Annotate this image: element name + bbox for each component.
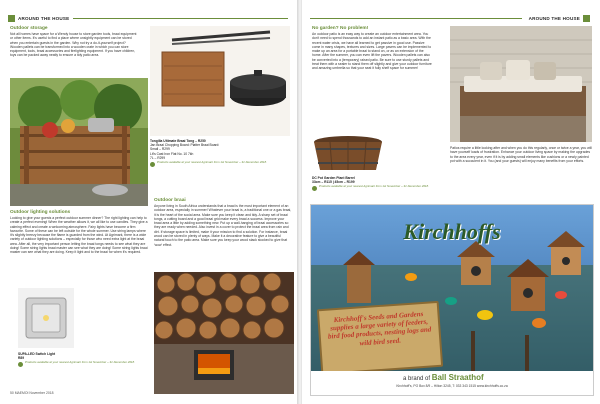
plant-barrel-caption [312, 176, 432, 191]
patio-care-body: Patios require a little looking after and when you do this regularly, once or twice a year, you will have yourself loads of frustration. Enhance your outdoor living space by making the upgrades to the area every year, even if it is by adding small elements like cushions or a newly painted pot with a succulent in it. You (and your guests) will enjoy many benefits from your efforts. [450, 146, 592, 163]
left-section-header [8, 14, 288, 22]
parent-brand-logo: Ball Straathof [431, 373, 484, 382]
barrel-note [312, 185, 432, 191]
braai-products-caption [150, 139, 290, 167]
kirchhoffs-sign-board [317, 301, 443, 375]
barrel-price: 33cm – R115 | 45cm – R199 [312, 180, 355, 185]
kirchhoffs-advert[interactable] [310, 204, 594, 396]
pot-price: 7L – R299 [150, 155, 166, 160]
switch-light-price: R89 [18, 356, 25, 361]
header-rule [310, 18, 522, 19]
plant-barrel-photo [308, 134, 388, 174]
agrimark-leaf-icon [18, 362, 23, 367]
switch-light-note [18, 361, 148, 367]
outdoor-lighting-body: Looking to give your guests a perfect outdoor summer dinner? The right lighting can help to create a perfect evening! When the weather allows it, we all like to use candles. They give a calming effect and create a welcoming atmosphere. Fairy lights have become a firm favourite. Some of these can be left outside for the whole summer. Use string lamps where it's slightly breezy because the flame is guarded from the wind. At Agrimark, there is a wide variety of outdoor lighting solutions – especially for those who need extra light at the braai area. After all, the very important person letting the braai tongs needs to see what they are doing! Some string lights braai master can see what they are doing! Some string lights braai master can see what they are doing. Keep it light and to the braai for when it's required. [10, 216, 148, 255]
right-section-header [310, 14, 590, 22]
kirchhoffs-logo: Kirchhoffs [403, 219, 501, 244]
switch-light-note-text: Products available at your nearest Agrimark from 1st November – 31 December 2018. [25, 360, 135, 365]
switch-light-caption [18, 352, 148, 367]
board-caption: Jan Braai Chopping Board: Platter Braai Board: [150, 143, 220, 148]
firewood-photo [154, 272, 294, 394]
left-page [0, 0, 298, 404]
brand-of-label: a brand of [403, 376, 431, 382]
kirchhoffs-slogan: Kirchhoff's Seeds and Gardens supplies a large variety of feeders, bird food products, nesting logs and wild bird seed. [327, 309, 432, 348]
outdoor-braai-article [154, 198, 292, 247]
switch-light-title: SUPA-LED Switch Light [18, 352, 56, 356]
pot-caption: Lit's Cast Iron Flat No. 10 7kh [150, 151, 194, 156]
outdoor-lighting-article [10, 210, 148, 255]
no-garden-article [312, 26, 432, 71]
no-garden-body: An outdoor patio is an easy way to create an outdoor entertainment area. You don't need to spend thousands to add an instant patio as a basic area. With the recent water crisis, we have all learned to get passive in good use. Passive come in many shapes, textures and sizes. Large pavers can be implemented to make up an area for a portable braai to stand on, or as an extension of the home. After the summer, you can even lift the pavers. Wooden pallets can also be converted into a (temporary) raised patio. Be sure to use sturdy pallets and treat them with a sealer to stand them off slightly and give your outdoor furniture and amazing umbrella so that your seat it fully shelf space for summer! [312, 32, 432, 71]
advert-footer-bar [311, 371, 593, 395]
section-label: AROUND THE HOUSE [18, 15, 70, 21]
agrimark-leaf-icon [150, 162, 155, 167]
braai-products-photo [150, 26, 290, 136]
brand-of-line [403, 373, 484, 382]
outdoor-braai-body: Anyone living in South Africa understands that a braai is the most important element of an outdoor area, especially in summer! Whatever your braai is, a traditional one or a gas braai, it is the heart of the social area. Make sure you keep it clean and tidy. A sharp set of braai tongs, a cutting board and a good braai grid make every braai a success. Improve your braai area a little by adding something new. Put up a wall-hanging of braai accessories so they are ready when needed. Also invest in a cover to protect the braai area from rain and dirt. If storage space is limited, make it your mission to find a solution. For instance, braai wood can be stored in plenty of ways. Make it a decorative feature to give a beautiful natural touch to the patio area. Make sure you keep your wood stack stocked to give that 'wow' effect. [154, 204, 292, 247]
advert-address: Kirchhoff's, PO Box 8/9 – Hilton 3245, T: 033 343 1515 www.kirchhoffs.co.za [396, 384, 508, 388]
switch-light-photo [18, 288, 74, 348]
barrel-caption-title: DC Pot Garden Plant Barrel [312, 176, 355, 180]
outdoor-lighting-heading: Outdoor lighting solutions [10, 210, 71, 215]
tongs-caption-title: Tongilla Ultimate Braai Tong – R250 [150, 139, 206, 143]
left-footer: 50 MAEMOI November 2018 [10, 391, 54, 395]
outdoor-storage-article [10, 26, 138, 58]
garden-crate-photo [10, 78, 148, 206]
availability-note [150, 161, 290, 167]
section-tag [583, 15, 590, 22]
agrimark-leaf-icon [312, 186, 317, 191]
board-price: Small – R299 [150, 147, 170, 152]
header-rule [73, 18, 288, 19]
availability-text: Products available at your nearest Agrimark from 1st November – 31 December 2018. [157, 160, 267, 165]
barrel-note-text: Products available at your nearest Agrimark from 1st November – 31 December 2018. [319, 184, 429, 189]
section-tag [8, 15, 15, 22]
section-label: AROUND THE HOUSE [528, 15, 580, 21]
no-garden-heading: No garden? No problem! [312, 26, 369, 31]
outdoor-storage-body: Not all homes have space for a Wendy house to store garden tools, braai equipment or other items. It's useful to find a place where unsightly equipment can be stored when you entertain guests in the garden. Why not try a do-it-yourself project? Wooden pallets can be transformed into a wooden crate in which you can store equipment, tools, braai accessories and firelighting equipment. If you have children, toys can be packed away neatly to ensure a tidy patio area. [10, 32, 137, 58]
outdoor-braai-heading: Outdoor braai [154, 198, 186, 203]
daybed-photo [450, 26, 592, 142]
outdoor-storage-heading: Outdoor storage [10, 26, 48, 31]
patio-care-article [450, 146, 592, 163]
right-page [302, 0, 600, 404]
